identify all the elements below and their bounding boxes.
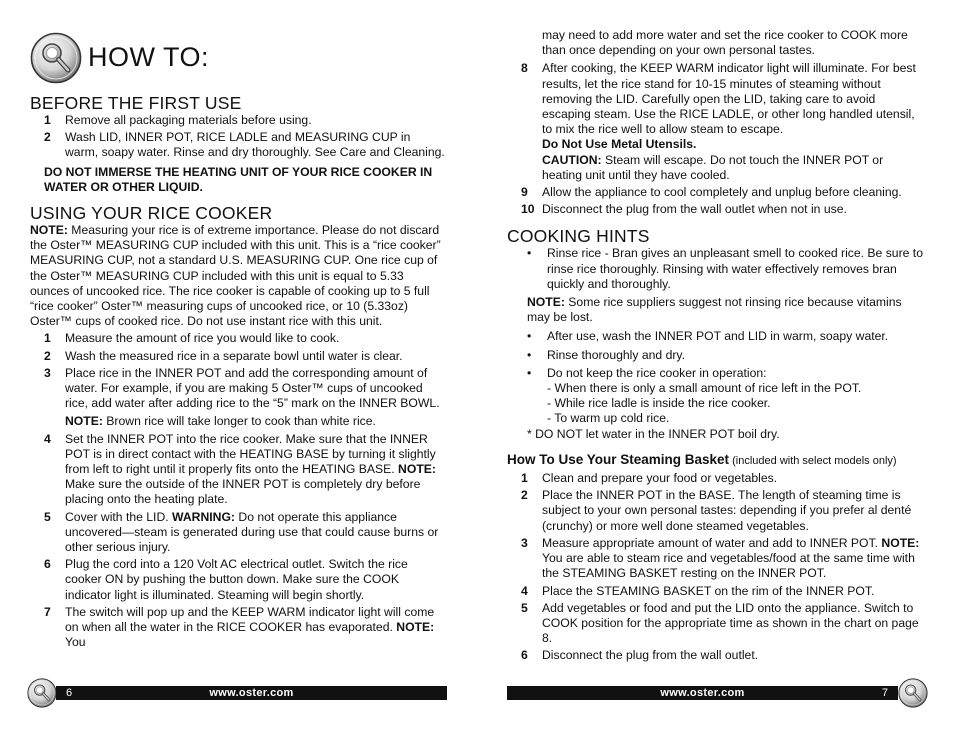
note-label: NOTE: <box>527 295 565 310</box>
step-text: Remove all packaging materials before using. <box>65 113 312 127</box>
hint-text: After use, wash the INNER POT and LID in warm, soapy water. <box>547 329 889 344</box>
step-number: 5 <box>521 600 528 615</box>
footer-url[interactable]: www.oster.com <box>660 687 745 699</box>
continued-text: may need to add more water and set the rice cooker to COOK more than once depending on your own personal tastes. <box>542 28 908 58</box>
magnifier-icon <box>30 32 82 84</box>
step-text: After cooking, the KEEP WARM indicator light will illuminate. For best results, let the rice stand for 10-15 minutes of steaming without removing the LID. Carefully open the LID, taking care to avoid escaping steam. Use the RICE LADLE, or other long handled utensil, to mix the rice well to allow steam to escape. <box>542 61 916 137</box>
boil-dry-note: * DO NOT let water in the INNER POT boil dry. <box>527 426 780 441</box>
list-item <box>30 432 446 508</box>
step-text: Place the INNER POT in the BASE. The length of steaming time is subject to your own personal tastes: depending if you prefer al denté (crunchy) or more well done steamed vegetables. <box>542 488 912 533</box>
sub-item: - When there is only a small amount of rice left in the POT. <box>547 381 862 396</box>
title-row <box>30 30 209 86</box>
left-content <box>30 93 446 653</box>
magnifier-icon <box>898 678 928 708</box>
list-item <box>507 648 925 663</box>
step-number: 2 <box>44 348 51 363</box>
step-text: Measure the amount of rice you would like to cook. <box>65 331 340 346</box>
step-number: 10 <box>521 202 535 217</box>
note-text: Measuring your rice is of extreme importance. Please do not discard the Oster™ MEASURING CUP included with this unit. This is a “rice cooker” MEASURING CUP, not a standard U.S. MEASURING CUP. One rice cup of the Oster™ MEASURING CUP included with this unit is equal to 5.33 ounces of uncooked rice. The rice cooker is capable of cooking up to 5 full “rice cooker” Oster™ measuring cups of uncooked rice, or 10 (5.33oz) Oster™ cups of cooked rice. Do not use instant rice with this unit. <box>30 223 441 329</box>
note-text: Brown rice will take longer to cook than white rice. <box>102 414 376 429</box>
step-text: Make sure the outside of the INNER POT is completely dry before placing onto the heating plate. <box>65 477 421 507</box>
step-text: You are able to steam rice and vegetables/food at the same time with the STEAMING BASKET resting on the INNER POT. <box>542 551 915 581</box>
steam-heading-sub: (included with select models only) <box>729 454 897 467</box>
step-text: Disconnect the plug from the wall outlet when not in use. <box>542 202 847 217</box>
list-item <box>507 584 925 599</box>
step-number: 4 <box>521 583 528 598</box>
bullet: • <box>527 365 532 380</box>
list-item <box>30 557 446 603</box>
step-number: 1 <box>44 331 51 346</box>
caution-text: Steam will escape. Do not touch the INNER POT or heating unit until they have cooled. <box>542 152 884 182</box>
step-text: Place the STEAMING BASKET on the rim of the INNER POT. <box>542 583 875 598</box>
left-footer <box>56 686 447 700</box>
step-number: 2 <box>521 488 528 503</box>
caution-note <box>542 153 925 183</box>
note-label: NOTE: <box>881 535 920 550</box>
metal-warning: Do Not Use Metal Utensils. <box>542 137 697 152</box>
step-text: Cover with the LID. <box>65 509 173 524</box>
list-item <box>30 366 446 430</box>
note-label: NOTE: <box>30 223 68 238</box>
step-text: The switch will pop up and the KEEP WARM indicator light will come on when all the water in the RICE COOKER has evaporated. <box>65 604 435 635</box>
list-item <box>507 348 925 363</box>
bullet: • <box>527 347 532 362</box>
step-number: 9 <box>521 185 528 200</box>
list-item <box>30 605 446 651</box>
step-number: 6 <box>44 557 51 572</box>
step-number: 2 <box>44 130 51 145</box>
magnifier-icon <box>27 678 57 708</box>
step-number: 1 <box>44 113 51 127</box>
list-item <box>507 61 925 183</box>
hint-note <box>507 295 925 325</box>
list-item <box>30 113 446 128</box>
step-number: 5 <box>44 509 51 524</box>
list-item <box>507 488 925 534</box>
step-text: Add vegetables or food and put the LID onto the appliance. Switch to COOK position for the appropriate time as shown in the chart on page 8. <box>542 600 919 646</box>
step-text: Wash the measured rice in a separate bowl until water is clear. <box>65 348 403 363</box>
before-heading: BEFORE THE FIRST USE <box>30 93 242 113</box>
step-number: 4 <box>44 431 51 446</box>
list-item <box>507 185 925 200</box>
sub-item: - To warm up cold rice. <box>547 411 670 426</box>
page-number: 7 <box>881 687 888 699</box>
hint-text: Do not keep the rice cooker in operation: <box>547 365 767 380</box>
steam-heading <box>507 452 925 469</box>
list-item <box>30 130 446 160</box>
note-label: NOTE: <box>398 462 436 477</box>
step-text: Wash LID, INNER POT, RICE LADLE and MEASURING CUP in warm, soapy water. Rinse and dry thoroughly. See Care and Cleaning. <box>65 130 445 160</box>
hint-text: Rinse rice - Bran gives an unpleasant smell to cooked rice. Be sure to rinse rice thoroughly. Rinsing with water effectively removes bran quickly and thoroughly. <box>547 246 923 291</box>
hints-heading: COOKING HINTS <box>507 226 650 247</box>
step-note <box>65 414 446 429</box>
step-text: Allow the appliance to cool completely and unplug before cleaning. <box>542 185 902 200</box>
list-item <box>507 202 925 217</box>
list-item <box>507 246 925 292</box>
footer-url[interactable]: www.oster.com <box>209 687 294 699</box>
list-item <box>507 536 925 582</box>
warning-label: WARNING: <box>172 509 235 524</box>
step-text: Plug the cord into a 120 Volt AC electrical outlet. Switch the rice cooker ON by pushing the button down. Make sure the COOK indicator light is illuminated. Steaming will begin shortly. <box>65 557 408 602</box>
right-content <box>507 28 925 666</box>
note-label: NOTE: <box>396 620 435 635</box>
list-item <box>30 349 446 364</box>
step-text: Set the INNER POT into the rice cooker. Make sure that the INNER POT is in direct contact with the HEATING BASE by turning it slightly from left to right until it properly fits onto the HEATING BASE. <box>65 431 436 477</box>
bullet: • <box>527 329 532 344</box>
step-number: 3 <box>44 365 51 380</box>
step-number: 1 <box>521 471 528 486</box>
list-item <box>507 366 925 427</box>
step-text: Clean and prepare your food or vegetables. <box>542 471 778 486</box>
hint-text: Rinse thoroughly and dry. <box>547 347 685 362</box>
page-title: HOW TO: <box>88 42 210 73</box>
step-number: 8 <box>521 61 528 76</box>
list-item <box>507 471 925 486</box>
step-number: 6 <box>521 648 528 663</box>
step-text: Measure appropriate amount of water and add to INNER POT. <box>542 535 882 550</box>
bullet: • <box>527 246 532 261</box>
step-text: Disconnect the plug from the wall outlet. <box>542 648 759 663</box>
list-item <box>30 510 446 556</box>
caution-label: CAUTION: <box>542 152 602 167</box>
step-number: 3 <box>521 535 528 550</box>
list-item <box>507 329 925 344</box>
list-item <box>507 601 925 647</box>
page-number: 6 <box>66 687 73 699</box>
sub-item: - While rice ladle is inside the rice cooker. <box>547 396 771 411</box>
right-footer <box>507 686 898 700</box>
step-text: Do not operate this appliance uncovered—steam is generated during use that could cause burns or other serious injury. <box>65 509 439 555</box>
steam-heading-title: How To Use Your Steaming Basket <box>507 451 730 467</box>
list-item <box>30 331 446 346</box>
note-label: NOTE: <box>65 414 103 429</box>
measuring-note <box>30 223 446 329</box>
note-text: Some rice suppliers suggest not rinsing rice because vitamins may be lost. <box>527 295 902 325</box>
immerse-warning: DO NOT IMMERSE THE HEATING UNIT OF YOUR RICE COOKER IN WATER OR OTHER LIQUID. <box>44 164 433 194</box>
step-text: You <box>65 635 86 650</box>
step-text: Place rice in the INNER POT and add the corresponding amount of water. For example, if you are making 5 Oster™ cups of uncooked rice, add water after adding rice to the “5” mark on the INNER BOWL. <box>65 365 440 411</box>
step-number: 7 <box>44 604 51 619</box>
using-heading: USING YOUR RICE COOKER <box>30 203 273 224</box>
